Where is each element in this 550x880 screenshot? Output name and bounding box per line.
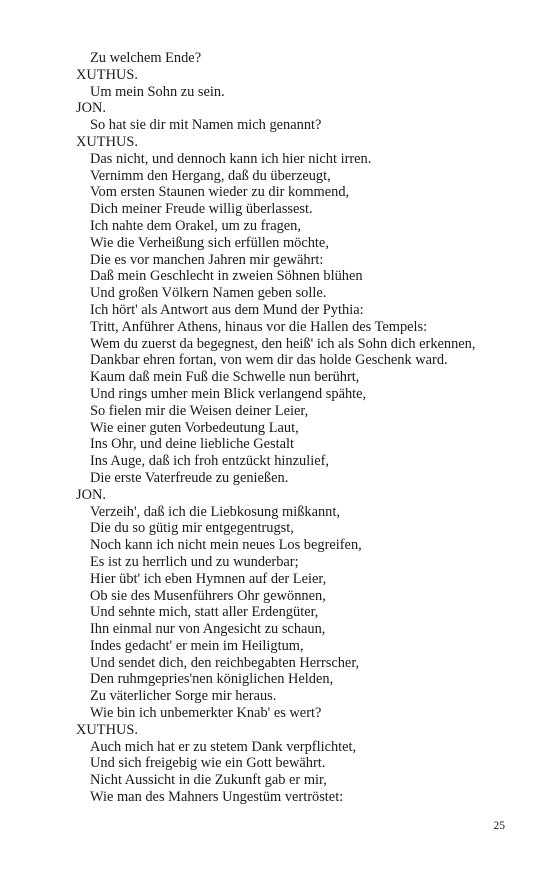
verse-line: Hier übt' ich eben Hymnen auf der Leier, xyxy=(90,570,327,587)
verse-line: Auch mich hat er zu stetem Dank verpflichtet, xyxy=(90,738,357,755)
verse-line: Wie die Verheißung sich erfüllen möchte, xyxy=(90,234,329,251)
verse-line: Und sendet dich, den reichbegabten Herrscher, xyxy=(90,654,360,671)
verse-line: Nicht Aussicht in die Zukunft gab er mir, xyxy=(90,772,327,789)
speaker-name: JON. xyxy=(76,100,106,117)
verse-line: Vom ersten Staunen wieder zu dir kommend, xyxy=(90,184,350,201)
verse-line: Ich hört' als Antwort aus dem Mund der Pythia: xyxy=(90,301,364,318)
verse-line: Und großen Völkern Namen geben solle. xyxy=(90,285,327,302)
verse-line: Die du so gütig mir entgegentrugst, xyxy=(90,520,294,537)
drama-text xyxy=(76,50,546,806)
verse-line: Ins Ohr, und deine liebliche Gestalt xyxy=(90,436,295,453)
verse-line: Kaum daß mein Fuß die Schwelle nun berührt, xyxy=(90,369,360,386)
verse-line: Ihn einmal nur von Angesicht zu schaun, xyxy=(90,621,326,638)
verse-line: So fielen mir die Weisen deiner Leier, xyxy=(90,402,309,419)
verse-line: Ob sie des Musenführers Ohr gewönnen, xyxy=(90,587,326,604)
verse-line: Die erste Vaterfreude zu genießen. xyxy=(90,469,289,486)
verse-line: Es ist zu herrlich und zu wunderbar; xyxy=(90,553,299,570)
page-number: 25 xyxy=(493,820,505,832)
verse-line: Und sich freigebig wie ein Gott bewährt. xyxy=(90,755,326,772)
verse-line: Wie einer guten Vorbedeutung Laut, xyxy=(90,419,299,436)
verse-line: Dich meiner Freude willig überlassest. xyxy=(90,201,313,218)
verse-line: Zu welchem Ende? xyxy=(90,50,202,66)
verse-line: Um mein Sohn zu sein. xyxy=(90,83,225,100)
speaker-name: XUTHUS. xyxy=(76,721,138,738)
verse-line: Und sehnte mich, statt aller Erdengüter, xyxy=(90,604,319,621)
verse-line: Zu väterlicher Sorge mir heraus. xyxy=(90,688,277,705)
verse-line: So hat sie dir mit Namen mich genannt? xyxy=(90,117,322,134)
speaker-name: XUTHUS. xyxy=(76,66,138,83)
speaker-name: XUTHUS. xyxy=(76,133,138,150)
verse-line: Und rings umher mein Blick verlangend spähte, xyxy=(90,385,367,402)
verse-line: Tritt, Anführer Athens, hinaus vor die Hallen des Tempels: xyxy=(90,318,428,335)
verse-line: Vernimm den Hergang, daß du überzeugt, xyxy=(90,167,331,184)
verse-line: Ich nahte dem Orakel, um zu fragen, xyxy=(90,217,301,234)
verse-line: Wie bin ich unbemerkter Knab' es wert? xyxy=(90,705,322,722)
verse-line: Verzeih', daß ich die Liebkosung mißkannt, xyxy=(90,503,340,520)
verse-line: Daß mein Geschlecht in zweien Söhnen blühen xyxy=(90,268,363,285)
verse-line: Wem du zuerst da begegnest, den heiß' ich als Sohn dich erkennen, xyxy=(90,335,476,352)
verse-line: Ins Auge, daß ich froh entzückt hinzulief, xyxy=(90,453,329,470)
verse-line: Das nicht, und dennoch kann ich hier nicht irren. xyxy=(90,150,372,167)
verse-line: Die es vor manchen Jahren mir gewährt: xyxy=(90,251,324,268)
speaker-name: JON. xyxy=(76,486,106,503)
verse-line: Dankbar ehren fortan, von wem dir das holde Geschenk ward. xyxy=(90,352,448,369)
verse-line: Indes gedacht' er mein im Heiligtum, xyxy=(90,637,304,654)
verse-line: Den ruhmgepries'nen königlichen Helden, xyxy=(90,671,334,688)
verse-line: Wie man des Mahners Ungestüm vertröstet: xyxy=(90,789,344,806)
verse-line: Noch kann ich nicht mein neues Los begreifen, xyxy=(90,537,362,554)
